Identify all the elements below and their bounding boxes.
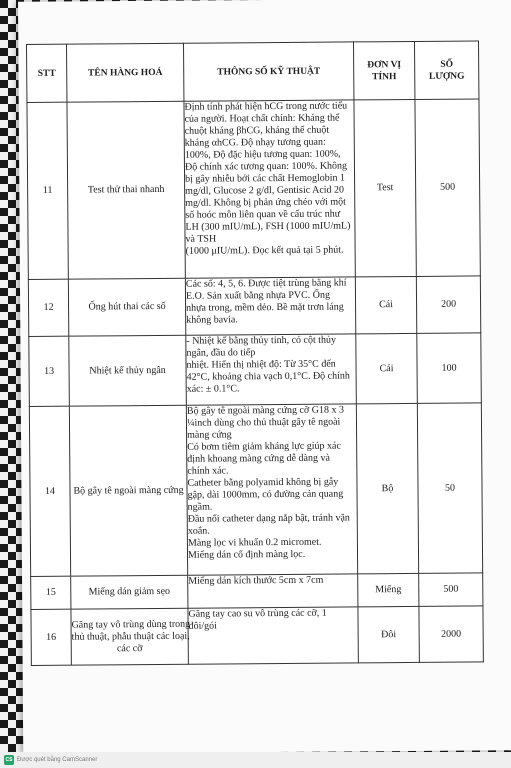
spec-line: xác: ± 0.1°C. — [186, 383, 240, 395]
header-unit-line: TÍNH — [372, 71, 397, 82]
header-unit-line: ĐƠN VỊ — [367, 59, 402, 70]
spec-line: gập, dài 1000mm, có đường cản quang — [187, 488, 344, 501]
spec-line: màng cứng — [187, 429, 232, 441]
spec-line: LH (300 mIU/mL), FSH (1000 mIU/mL) — [185, 220, 351, 233]
spec-line: nhựa trong, mềm dẻo. Bề mặt trơn láng — [186, 301, 344, 314]
row-stt: 14 — [29, 406, 70, 576]
row-unit: Cái — [355, 276, 416, 333]
item-name-line: Test thử thai nhanh — [87, 183, 165, 196]
spec-line: ngân, đầu do tiếp — [186, 347, 256, 359]
spec-line: (1000 μIU/mL). Đọc kết quả tại 5 phút. — [185, 244, 344, 257]
spec-line: kháng αhCG. Độ nhạy tương quan: — [184, 136, 326, 149]
spec-line: Định tính phát hiện hCG trong nước tiểu — [184, 100, 348, 113]
row-stt: 13 — [29, 336, 70, 406]
camscanner-logo-icon: CS — [5, 757, 13, 763]
item-name-line: Ống hút thai các số — [88, 300, 166, 313]
table-body — [27, 99, 483, 666]
spec-line: Đầu nối catheter dạng nắp bật, tránh vặn — [187, 512, 350, 525]
row-item-name — [67, 101, 185, 279]
header-spec: THÔNG SỐ KỸ THUẬT — [183, 42, 353, 101]
spec-line: Độ chính xác tương quan: 100%. Không — [184, 160, 348, 173]
row-quantity: 500 — [415, 99, 480, 276]
spec-line: E.O. Sản xuất bằng nhựa PVC. Ống — [185, 289, 331, 302]
spec-line: không bavia. — [186, 314, 238, 326]
spec-line: 42°C, khoảng chia vạch 0,1°C. Độ chính — [186, 370, 350, 383]
table-row — [29, 403, 482, 577]
spec-line: số hoóc môn liên quan về cấu trúc như — [185, 208, 341, 221]
header-qty — [414, 41, 478, 100]
row-spec — [188, 607, 358, 664]
row-unit: Test — [354, 99, 416, 276]
row-quantity: 200 — [416, 276, 480, 334]
spec-line: mg/dl. Không bị phản ứng chéo với một — [185, 196, 346, 209]
row-item-name — [71, 608, 191, 665]
scanner-watermark — [4, 754, 97, 766]
spec-line: chuột kháng βhCG, kháng thể chuột — [184, 124, 330, 137]
scanner-text: Được quét bằng CamScanner — [17, 757, 98, 763]
row-spec — [186, 334, 357, 405]
row-spec — [188, 574, 358, 608]
spec-line: nhiệt. Hiển thị nhiệt độ: Từ 35°C đến — [186, 358, 336, 371]
row-unit: Bộ — [356, 403, 418, 573]
item-name-line: Miếng dán giảm sẹo — [88, 585, 171, 598]
row-spec — [185, 277, 355, 335]
row-unit: Cái — [356, 333, 418, 403]
row-stt: 12 — [28, 279, 68, 336]
spec-line: Catheter bằng polyamid không bị gẫy — [187, 476, 339, 489]
spec-line: bị gây nhiễu bởi các chất Hemoglobin 1 — [185, 172, 346, 185]
spec-line: Bộ gây tê ngoài màng cứng cỡ G18 x 3 — [186, 404, 345, 417]
row-item-name — [69, 405, 187, 576]
table-row — [28, 276, 480, 337]
table-row — [31, 606, 483, 666]
row-quantity: 50 — [417, 403, 482, 573]
row-quantity: 500 — [419, 573, 483, 607]
spec-line: mg/dl, Glucose 2 g/dl, Gentisic Acid 20 — [185, 184, 345, 197]
table-header-row — [27, 41, 479, 103]
row-quantity: 2000 — [419, 606, 483, 663]
spec-line: định khoang màng cứng dễ dàng và — [187, 452, 330, 465]
spec-line: Các số: 4, 5, 6. Được tiệt trùng bằng khí — [185, 277, 347, 290]
item-name-line: các cỡ — [116, 642, 143, 654]
table-row — [29, 333, 482, 407]
header-unit — [353, 41, 414, 99]
header-name: TÊN HÀNG HOÁ — [67, 43, 184, 102]
spec-line: ¼inch dùng cho thủ thuật gây tê ngoài — [186, 416, 341, 429]
spec-line: của người. Hoạt chất chính: Kháng thể — [184, 112, 340, 125]
spec-line: - Nhiệt kế bằng thủy tinh, có cột thủy — [186, 334, 337, 347]
row-stt: 15 — [31, 576, 71, 609]
spec-line: 100%, Độ đặc hiệu tương quan: 100%, — [184, 148, 341, 161]
spec-line: đôi/gói — [188, 620, 217, 632]
row-item-name — [69, 335, 187, 406]
spec-line: ngầm. — [187, 501, 213, 513]
row-unit: Đôi — [358, 606, 419, 662]
row-item-name — [71, 575, 188, 609]
table-row — [31, 573, 483, 610]
header-qty-line: SỐ — [440, 59, 454, 70]
item-name-line: Găng tay vô trùng dùng trong — [71, 618, 191, 631]
spec-line: Có bơm tiêm giảm kháng lực giúp xác — [187, 440, 341, 453]
spec-line: Găng tay cao su vô trùng các cỡ, 1 — [188, 607, 327, 620]
spec-line: Miếng dán cố định màng lọc. — [187, 548, 306, 561]
table-row — [27, 99, 480, 280]
spec-line: Màng lọc vi khuẩn 0.2 micromet. — [187, 536, 322, 549]
spec-line: xoắn. — [187, 525, 210, 537]
row-spec — [184, 100, 355, 278]
row-stt: 11 — [27, 102, 68, 279]
item-name-line: Nhiệt kế thủy ngân — [89, 364, 166, 377]
spec-line: Miếng dán kích thước 5cm x 7cm — [188, 574, 324, 587]
spec-line: chính xác. — [187, 465, 229, 477]
spec-table — [26, 40, 484, 666]
row-spec — [186, 404, 357, 575]
row-unit: Miếng — [358, 573, 419, 606]
row-item-name — [68, 278, 185, 336]
header-stt: STT — [27, 44, 67, 102]
row-stt: 16 — [31, 609, 71, 665]
item-name-line: thủ thuật, phẫu thuật các loại, — [71, 630, 190, 643]
item-name-line: Bộ gây tê ngoài màng cứng — [73, 484, 184, 497]
spec-line: và TSH — [185, 233, 217, 245]
header-qty-line: LƯỢNG — [428, 71, 465, 82]
row-quantity: 100 — [417, 333, 482, 404]
